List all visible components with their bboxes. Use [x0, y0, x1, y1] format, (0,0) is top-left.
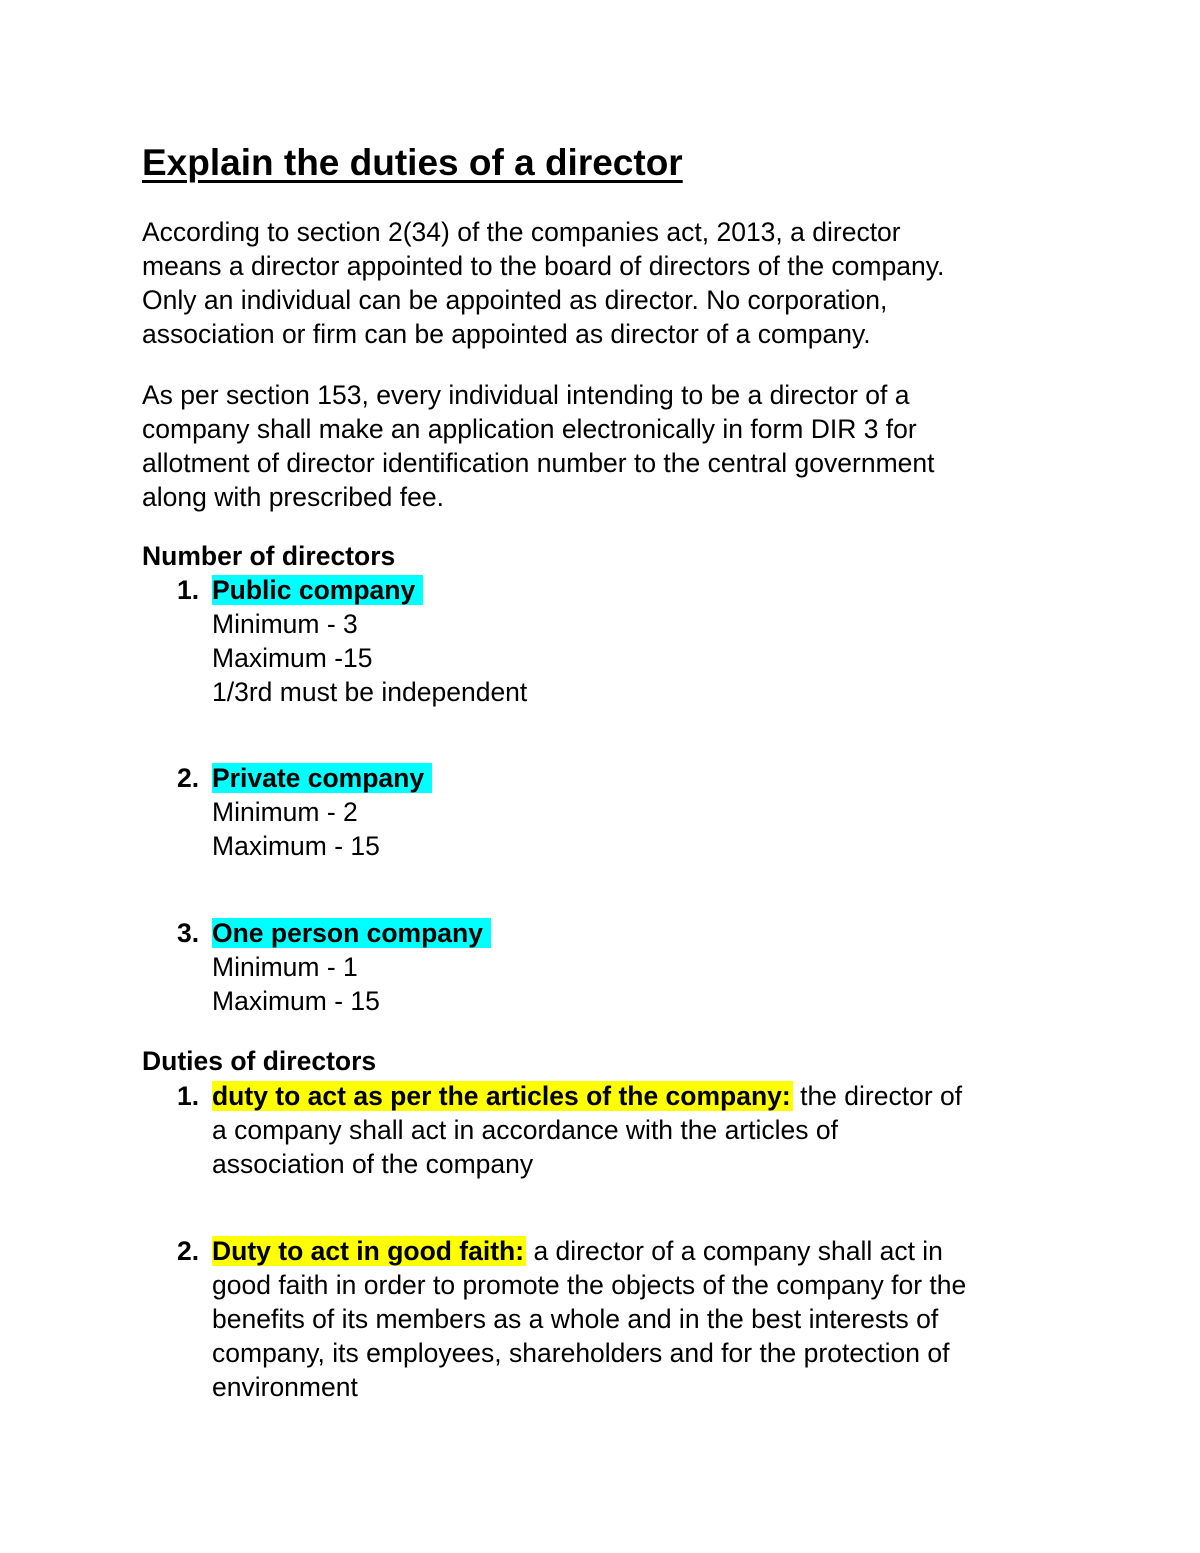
list-number: 2.	[177, 763, 200, 793]
text-line: According to section 2(34) of the companies act, 2013, a director	[142, 217, 901, 247]
text-line: company shall make an application electronically in form DIR 3 for	[142, 414, 917, 444]
text-line: Minimum - 1	[212, 952, 358, 982]
number-of-directors-heading: Number of directors	[142, 541, 396, 571]
highlighted-label: One person company	[212, 918, 491, 948]
highlighted-label: duty to act as per the articles of the company:	[212, 1081, 791, 1111]
list-number: 1.	[177, 1081, 200, 1111]
text-line: allotment of director identification number to the central government	[142, 448, 935, 478]
text-line: Maximum - 15	[212, 831, 380, 861]
text-line: 1/3rd must be independent	[212, 677, 528, 707]
text-line: company, its employees, shareholders and for the protection of	[212, 1338, 950, 1368]
text-line: Minimum - 2	[212, 797, 358, 827]
text-line: association of the company	[212, 1149, 534, 1179]
text-run: the director of	[792, 1081, 963, 1111]
text-line: Maximum -15	[212, 643, 373, 673]
highlighted-label: Private company	[212, 763, 432, 793]
intro-paragraph-2	[142, 378, 934, 514]
list-number: 2.	[177, 1236, 200, 1266]
duties-of-directors-heading: Duties of directors	[142, 1046, 377, 1076]
highlighted-label: Duty to act in good faith:	[212, 1236, 525, 1266]
text-line: good faith in order to promote the objects of the company for the	[212, 1270, 967, 1300]
text-line: association or firm can be appointed as director of a company.	[142, 319, 871, 349]
text-line: along with prescribed fee.	[142, 482, 444, 512]
page-title: Explain the duties of a director	[142, 142, 683, 183]
text-line: Maximum - 15	[212, 986, 380, 1016]
text-line: means a director appointed to the board of directors of the company.	[142, 251, 945, 281]
text-line: environment	[212, 1372, 358, 1402]
text-line: benefits of its members as a whole and in the best interests of	[212, 1304, 939, 1334]
intro-paragraph-1	[142, 215, 944, 351]
list-number: 1.	[177, 575, 200, 605]
text-line: Only an individual can be appointed as director. No corporation,	[142, 285, 888, 315]
text-line: As per section 153, every individual intending to be a director of a	[142, 380, 910, 410]
text-line: Minimum - 3	[212, 609, 358, 639]
list-number: 3.	[177, 918, 200, 948]
text-run: a director of a company shall act in	[526, 1236, 943, 1266]
text-line: a company shall act in accordance with the articles of	[212, 1115, 839, 1145]
highlighted-label: Public company	[212, 575, 423, 605]
